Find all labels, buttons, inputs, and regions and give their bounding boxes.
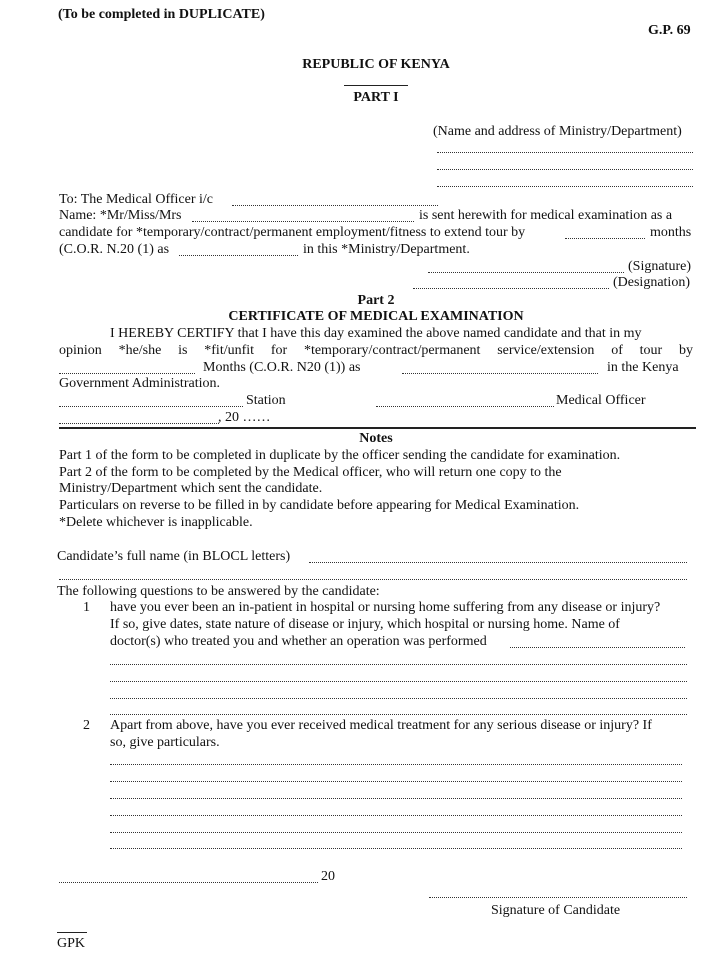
- section-divider: [59, 427, 696, 429]
- exam-date-year: , 20 ……: [218, 410, 271, 425]
- question-1-line: have you ever been an in-patient in hospital or nursing home suffering from any disease or injury?: [110, 600, 661, 615]
- ministry-label: (Name and address of Ministry/Department): [433, 124, 682, 139]
- extension-months-field[interactable]: [59, 373, 195, 374]
- sent-herewith-text: is sent herewith for medical examination as a: [419, 208, 673, 223]
- question-1-answer-line[interactable]: [510, 647, 685, 648]
- to-medical-officer-label: To: The Medical Officer i/c: [59, 192, 213, 207]
- note-item: Part 2 of the form to be completed by the Medical officer, who will return one copy to the: [59, 465, 562, 480]
- question-1-answer-line[interactable]: [110, 714, 687, 715]
- full-name-field-continued[interactable]: [59, 579, 687, 580]
- note-item: *Delete whichever is inapplicable.: [59, 515, 253, 530]
- months-label: months: [650, 225, 692, 240]
- candidate-signature-line[interactable]: [429, 897, 687, 898]
- full-name-label: Candidate’s full name (in BLOCL letters): [57, 549, 291, 564]
- form-code: G.P. 69: [648, 23, 691, 38]
- candidate-date-year: 20: [321, 869, 335, 884]
- full-name-field[interactable]: [309, 562, 687, 563]
- exam-date-field[interactable]: [59, 423, 219, 424]
- candidate-name-field[interactable]: [192, 221, 414, 222]
- footer-rule: [57, 932, 87, 933]
- note-item: Part 1 of the form to be completed in duplicate by the officer sending the candidate for examination.: [59, 448, 621, 463]
- station-label: Station: [246, 393, 286, 408]
- question-2-number: 2: [83, 718, 90, 733]
- question-1-line: If so, give dates, state nature of disease or injury, which hospital or nursing home. Name of: [110, 617, 620, 632]
- ministry-line-2[interactable]: [437, 169, 693, 170]
- designation-label: (Designation): [613, 275, 690, 290]
- candidate-date-field[interactable]: [59, 882, 318, 883]
- kenya-text: in the Kenya: [607, 360, 679, 375]
- question-1-answer-line[interactable]: [110, 681, 687, 682]
- signature-line[interactable]: [428, 272, 624, 273]
- question-2-answer-line[interactable]: [110, 798, 682, 799]
- title-rule: [344, 85, 408, 86]
- printer-code: GPK: [57, 936, 86, 951]
- station-field[interactable]: [59, 406, 243, 407]
- certify-as-field[interactable]: [402, 373, 598, 374]
- question-1-answer-line[interactable]: [110, 698, 687, 699]
- candidate-signature-label: Signature of Candidate: [491, 903, 621, 918]
- certify-line-2: opinion *he/she is *fit/unfit for *temporary/contract/permanent service/extension of tour by: [59, 343, 693, 358]
- cor-as-field[interactable]: [179, 255, 298, 256]
- certify-line-4: Government Administration.: [59, 376, 220, 391]
- republic-heading: REPUBLIC OF KENYA: [302, 57, 450, 72]
- ministry-line-1[interactable]: [437, 152, 693, 153]
- certify-line-3: Months (C.O.R. N20 (1)) as: [203, 360, 361, 375]
- question-1-line: doctor(s) who treated you and whether an operation was performed: [110, 634, 487, 649]
- note-item: Particulars on reverse to be filled in by candidate before appearing for Medical Examination.: [59, 498, 580, 513]
- signature-label: (Signature): [628, 259, 691, 274]
- part2-title: Part 2: [357, 293, 395, 308]
- question-2-answer-line[interactable]: [110, 815, 682, 816]
- question-2-line: so, give particulars.: [110, 735, 220, 750]
- questions-intro: The following questions to be answered by the candidate:: [57, 584, 380, 599]
- question-1-answer-line[interactable]: [110, 664, 687, 665]
- medical-officer-field[interactable]: [232, 205, 438, 206]
- question-2-answer-line[interactable]: [110, 848, 682, 849]
- tour-months-field[interactable]: [565, 238, 645, 239]
- duplicate-note: (To be completed in DUPLICATE): [58, 7, 265, 22]
- medical-officer-label: Medical Officer: [556, 393, 646, 408]
- question-2-line: Apart from above, have you ever received medical treatment for any serious disease or injury? If: [110, 718, 652, 733]
- question-2-answer-line[interactable]: [110, 781, 682, 782]
- question-2-answer-line[interactable]: [110, 832, 682, 833]
- note-item: Ministry/Department which sent the candidate.: [59, 481, 323, 496]
- medical-officer-signature-line[interactable]: [376, 406, 554, 407]
- employment-type-text: candidate for *temporary/contract/permanent employment/fitness to extend tour by: [59, 225, 526, 240]
- notes-title: Notes: [359, 431, 393, 446]
- part1-title: PART I: [353, 90, 399, 105]
- ministry-department-text: in this *Ministry/Department.: [303, 242, 470, 257]
- question-1-number: 1: [83, 600, 90, 615]
- name-label: Name: *Mr/Miss/Mrs: [59, 208, 182, 223]
- designation-line[interactable]: [413, 288, 609, 289]
- question-2-answer-line[interactable]: [110, 764, 682, 765]
- cor-text: (C.O.R. N.20 (1) as: [59, 242, 170, 257]
- certificate-title: CERTIFICATE OF MEDICAL EXAMINATION: [228, 309, 524, 324]
- ministry-line-3[interactable]: [437, 186, 693, 187]
- certify-line-1: I HEREBY CERTIFY that I have this day examined the above named candidate and that in my: [110, 326, 642, 341]
